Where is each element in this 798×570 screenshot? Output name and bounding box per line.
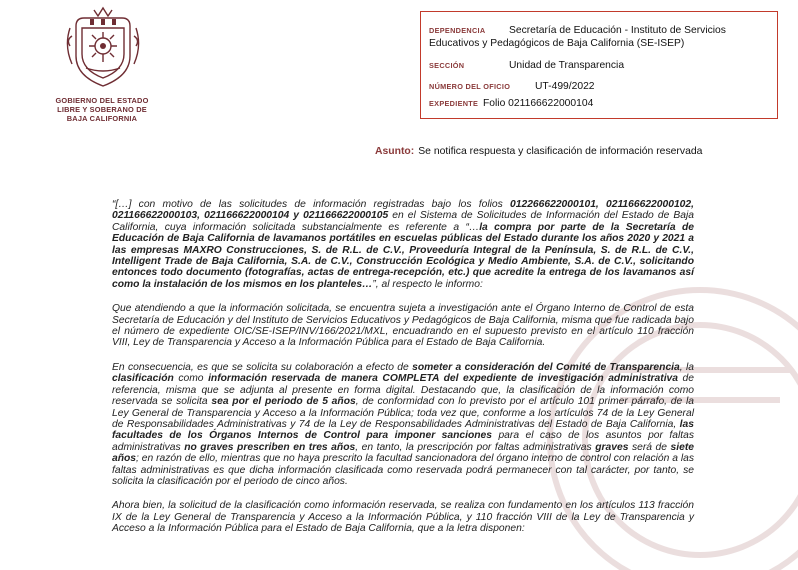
paragraph-1 bbox=[112, 199, 694, 290]
seccion-value: Unidad de Transparencia bbox=[509, 60, 625, 71]
dependencia-value-1: Secretaría de Educación - Instituto de Servicios bbox=[509, 25, 726, 36]
p3-p: siete años bbox=[112, 441, 694, 465]
gov-line-1: GOBIERNO DEL ESTADO bbox=[55, 96, 149, 105]
p3-o: será de bbox=[628, 441, 671, 453]
p3-c: , la bbox=[679, 361, 694, 373]
seccion-label: SECCIÓN bbox=[429, 61, 465, 70]
dependencia-label: DEPENDENCIA bbox=[429, 26, 486, 35]
expediente-label: EXPEDIENTE bbox=[429, 99, 479, 108]
p3-l: no graves prescriben en tres años bbox=[184, 441, 356, 453]
gov-line-2: LIBRE Y SOBERANO DE bbox=[57, 105, 147, 114]
document-body bbox=[112, 199, 694, 548]
subject-text: Se notifica respuesta y clasificación de información reservada bbox=[418, 146, 703, 157]
p3-g: de referencia, misma que se adjunta al presente en forma digital. Destacando que, la clasificación de la información como reservada se solicita bbox=[112, 373, 694, 408]
p3-e: como bbox=[173, 373, 209, 385]
subject-label: Asunto: bbox=[375, 146, 415, 157]
p3-k: para el caso de los asuntos por faltas administrativas bbox=[112, 430, 695, 453]
paragraph-2: Que atendiendo a que la información solicitada, se encuentra sujeta a investigación ante el Órgano Interno de Control de esta Secretaría de Educación y del Instituto de Servicios Educativos y Pedagógicos de Baja California, misma que fue radicada bajo el número de expediente OIC/SE-ISEP/INV/166/2021/MXL, encuadrando en el supuesto previsto en el artículo 110 fracción VIII, Ley de Transparencia y Acceso a la Información Pública para el Estado de Baja California. bbox=[112, 303, 694, 349]
p3-m: , en tanto, la prescripción por faltas administrativas bbox=[355, 441, 596, 453]
gov-line-3: BAJA CALIFORNIA bbox=[66, 114, 138, 123]
oficio-value: UT-499/2022 bbox=[535, 81, 595, 92]
state-coat-of-arms-icon bbox=[62, 6, 144, 90]
p1-text-a: “[…] con motivo de las solicitudes de información registradas bajo los folios bbox=[112, 199, 511, 210]
paragraph-4: Ahora bien, la solicitud de la clasificación como información reservada, se realiza con fundamento en los artículos 113 fracción IX de la Ley General de Transparencia y Acceso a la Información Pública, y 110 fracción VIII de la Ley de Transparencia y Acceso a la Información Pública para el Estado de Baja California, que a la letra disponen: bbox=[112, 500, 694, 535]
p3-j: las facultades de los Órganos Internos de Control para imponer sanciones bbox=[112, 418, 694, 442]
government-name bbox=[38, 96, 166, 123]
oficio-label: NÚMERO DEL OFICIO bbox=[429, 82, 511, 91]
p3-b: someter a consideración del Comité de Transparencia bbox=[412, 361, 680, 373]
p3-f: información reservada de manera COMPLETA del expediente de investigación administrativa bbox=[208, 373, 679, 385]
p1-text-c: en el Sistema de Solicitudes de Información del Estado de Baja California, cuya información solicitada substancialmente es referente a “… bbox=[112, 210, 694, 233]
p3-h: sea por el periodo de 5 años bbox=[211, 396, 356, 408]
p3-q: ; en razón de ello, mientras que no haya prescrito la facultad sancionadora del órgano interno de control con relación a las faltas administrativas es que dicha información clasificada como reservada podrá permanecer con tal carácter, por tanto, se solicita la clasificación por el periodo de cinco años. bbox=[112, 453, 694, 487]
p3-a: En consecuencia, es que se solicita su colaboración a efecto de bbox=[112, 361, 413, 373]
dependencia-value-2: Educativos y Pedagógicos de Baja California (SE-ISEP) bbox=[429, 38, 685, 49]
p1-request-quote: la compra por parte de la Secretaría de Educación de Baja California de lavamanos portátiles en escuelas públicas del Estado durante los años 2020 y 2021 a las empresas MAXRO Construcciones, S. de R.L. de C.V., Proveeduría Integral de la Península, S. de R.L. de C.V., Intelligent Trade de Baja California, S.A. de C.V., Construcción Ecológica y Medio Ambiente, S.A. de C.V., solicitando entonces todo documento (fotografías, actas de entrega-recepción, etc.) que acredite la entrega de los lavamanos así como la instalación de los mismos en los planteles… bbox=[112, 221, 695, 290]
subject-line bbox=[375, 146, 702, 157]
paragraph-3 bbox=[112, 362, 694, 487]
expediente-value: Folio 021166622000104 bbox=[483, 98, 594, 109]
p3-i: , de conformidad con lo previsto por el artículo 101 primer párrafo, de la Ley General de Transparencia y Acceso a la Información Pública; toda vez que, conforme a los artículos 74 de la Ley General de Responsabilidades Administrativas y 74 de la Ley de Responsabilidades Administrativas del Estado de Baja California, bbox=[112, 396, 694, 430]
p3-d: clasificación bbox=[112, 373, 174, 385]
document-info-box bbox=[420, 11, 778, 119]
p1-text-e: ”, al respecto le informo: bbox=[372, 278, 483, 290]
p3-n: graves bbox=[595, 441, 629, 453]
p1-folios: 012266622000101, 021166622000102, 021166622000103, 021166622000104 y 021166622000105 bbox=[112, 199, 694, 222]
